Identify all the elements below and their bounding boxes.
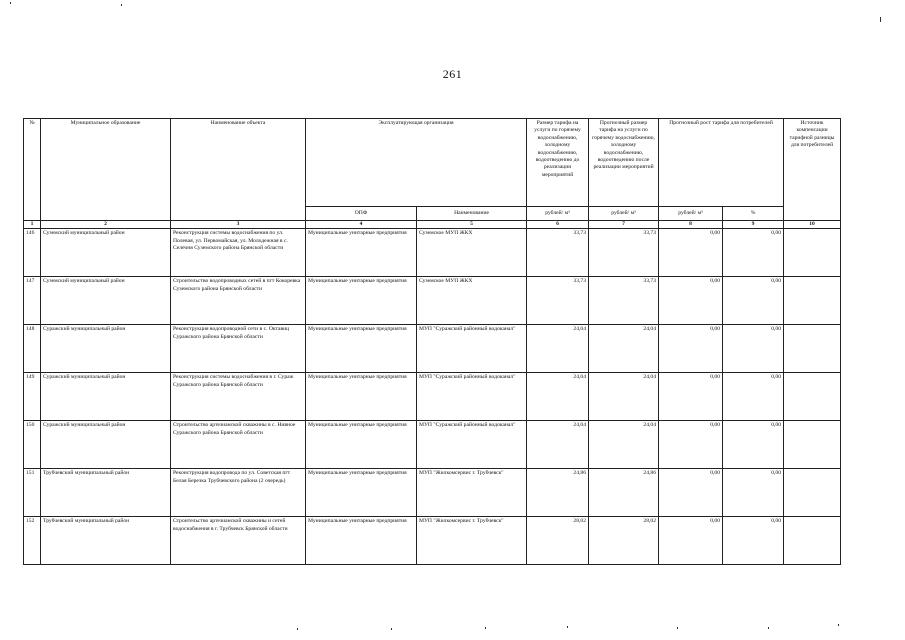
object-cell: Реконструкция водопровода по ул. Советская пгт Белая Березка Трубчевского района (2 очередь)	[171, 469, 306, 517]
header-forecast-growth: Прогнозный рост тарифа для потребителей	[659, 119, 784, 207]
column-number: 7	[589, 221, 659, 229]
column-number: 9	[723, 221, 784, 229]
header-name: Наименование	[417, 207, 527, 221]
object-cell: Строительство артезианской скважины и сетей водоснабжения в г. Трубчевск Брянской области	[171, 517, 306, 565]
tariff-table	[23, 118, 841, 565]
column-number: 8	[659, 221, 723, 229]
source-cell	[784, 421, 841, 469]
table-row	[24, 229, 841, 277]
scan-speck	[297, 628, 298, 630]
source-cell	[784, 229, 841, 277]
growth-rub-cell: 0,00	[659, 421, 723, 469]
tariff-before-cell: 24,86	[527, 469, 589, 517]
unit-growth-rub: рублей/ м³	[659, 207, 723, 221]
opf-cell: Муниципальные унитарные предприятия	[306, 517, 417, 565]
growth-pct-cell: 0,00	[723, 517, 784, 565]
tariff-before-cell: 33,73	[527, 229, 589, 277]
growth-pct-cell: 0,00	[723, 229, 784, 277]
unit-tariff-after: рублей/ м³	[589, 207, 659, 221]
opf-cell: Муниципальные унитарные предприятия	[306, 421, 417, 469]
municipality-cell: Суземский муниципальный район	[41, 229, 171, 277]
operator-name-cell: МУП "Суражский районный водоканал"	[417, 325, 527, 373]
header-object: Наименование объекта	[171, 119, 306, 221]
tariff-before-cell: 28,02	[527, 517, 589, 565]
growth-rub-cell: 0,00	[659, 373, 723, 421]
table-row	[24, 421, 841, 469]
table-row	[24, 373, 841, 421]
growth-rub-cell: 0,00	[659, 469, 723, 517]
source-cell	[784, 325, 841, 373]
municipality-cell: Суземский муниципальный район	[41, 277, 171, 325]
tariff-before-cell: 24,04	[527, 421, 589, 469]
municipality-cell: Суражский муниципальный район	[41, 421, 171, 469]
tariff-after-cell: 24,04	[589, 421, 659, 469]
header-row	[24, 119, 841, 207]
opf-cell: Муниципальные унитарные предприятия	[306, 325, 417, 373]
scan-speck	[838, 624, 839, 626]
tariff-after-cell: 33,73	[589, 277, 659, 325]
opf-cell: Муниципальные унитарные предприятия	[306, 469, 417, 517]
page-number: 261	[442, 67, 463, 81]
opf-cell: Муниципальные унитарные предприятия	[306, 277, 417, 325]
growth-pct-cell: 0,00	[723, 277, 784, 325]
header-municipality: Муниципальное образование	[41, 119, 171, 221]
operator-name-cell: МУП "Суражский районный водоканал"	[417, 373, 527, 421]
operator-name-cell: Суземское МУП ЖКХ	[417, 277, 527, 325]
growth-pct-cell: 0,00	[723, 325, 784, 373]
tariff-after-cell: 24,86	[589, 469, 659, 517]
operator-name-cell: МУП "Жилкомсервис г. Трубчевск"	[417, 469, 527, 517]
municipality-cell: Суражский муниципальный район	[41, 325, 171, 373]
row-number: 146	[24, 229, 41, 277]
row-number: 148	[24, 325, 41, 373]
table-row	[24, 277, 841, 325]
tariff-after-cell: 28,02	[589, 517, 659, 565]
header-tariff-size: Размер тарифа на услуги по горячему водоснабжению, холодному водоснабжению, водоотведению до реализации мероприятий	[527, 119, 589, 207]
tariff-after-cell: 24,04	[589, 373, 659, 421]
object-cell: Реконструкция системы водоснабжения по ул. Полевая, ул. Первомайская, ул. Молодежная в с. Селечня Суземского района Брянской области	[171, 229, 306, 277]
column-number: 4	[306, 221, 417, 229]
municipality-cell: Трубчевский муниципальный район	[41, 517, 171, 565]
row-number: 151	[24, 469, 41, 517]
scan-speck	[391, 628, 392, 630]
header-operator: Эксплуатирующая организация	[306, 119, 527, 207]
operator-name-cell: Суземское МУП ЖКХ	[417, 229, 527, 277]
opf-cell: Муниципальные унитарные предприятия	[306, 373, 417, 421]
growth-rub-cell: 0,00	[659, 325, 723, 373]
header-source: Источник компенсации тарифной разницы для потребителей	[784, 119, 841, 221]
growth-pct-cell: 0,00	[723, 373, 784, 421]
object-cell: Реконструкция водопроводной сети в с. Октавиц Суражского района Брянской области	[171, 325, 306, 373]
scan-speck	[10, 2, 11, 4]
unit-tariff-before: рублей/ м³	[527, 207, 589, 221]
scan-speck	[768, 627, 769, 629]
growth-rub-cell: 0,00	[659, 229, 723, 277]
growth-rub-cell: 0,00	[659, 517, 723, 565]
source-cell	[784, 469, 841, 517]
scan-speck	[567, 626, 568, 628]
operator-name-cell: МУП "Жилкомсервис г. Трубчевск"	[417, 517, 527, 565]
row-number: 149	[24, 373, 41, 421]
scan-speck	[880, 17, 881, 22]
scan-speck	[677, 627, 678, 629]
header-no: №	[24, 119, 41, 221]
column-number: 5	[417, 221, 527, 229]
row-number: 147	[24, 277, 41, 325]
column-number: 10	[784, 221, 841, 229]
growth-pct-cell: 0,00	[723, 469, 784, 517]
column-number-row	[24, 221, 841, 229]
scan-speck	[121, 4, 122, 6]
tariff-before-cell: 24,04	[527, 373, 589, 421]
source-cell	[784, 373, 841, 421]
growth-pct-cell: 0,00	[723, 421, 784, 469]
source-cell	[784, 517, 841, 565]
municipality-cell: Суражский муниципальный район	[41, 373, 171, 421]
scan-speck	[485, 627, 486, 629]
tariff-after-cell: 24,04	[589, 325, 659, 373]
row-number: 152	[24, 517, 41, 565]
unit-growth-pct: %	[723, 207, 784, 221]
table-row	[24, 325, 841, 373]
object-cell: Реконструкция системы водоснабжения в г. Сураж Суражского района Брянской области	[171, 373, 306, 421]
municipality-cell: Трубчевский муниципальный район	[41, 469, 171, 517]
table-row	[24, 517, 841, 565]
object-cell: Строительство водопроводных сетей в пгт Кокоревка Суземского района Брянской области	[171, 277, 306, 325]
tariff-after-cell: 33,73	[589, 229, 659, 277]
row-number: 150	[24, 421, 41, 469]
tariff-before-cell: 33,73	[527, 277, 589, 325]
operator-name-cell: МУП "Суражский районный водоканал"	[417, 421, 527, 469]
column-number: 2	[41, 221, 171, 229]
column-number: 6	[527, 221, 589, 229]
growth-rub-cell: 0,00	[659, 277, 723, 325]
header-forecast-tariff: Прогнозный размер тарифа на услуги по горячему водоснабжению, холодному водоснабжению, водоотведению после реализации мероприятий	[589, 119, 659, 207]
object-cell: Строительство артезианской скважины в с. Нивное Суражского района Брянской области	[171, 421, 306, 469]
source-cell	[784, 277, 841, 325]
opf-cell: Муниципальные унитарные предприятия	[306, 229, 417, 277]
column-number: 1	[24, 221, 41, 229]
table-row	[24, 469, 841, 517]
header-opf: ОПФ	[306, 207, 417, 221]
tariff-before-cell: 24,04	[527, 325, 589, 373]
column-number: 3	[171, 221, 306, 229]
